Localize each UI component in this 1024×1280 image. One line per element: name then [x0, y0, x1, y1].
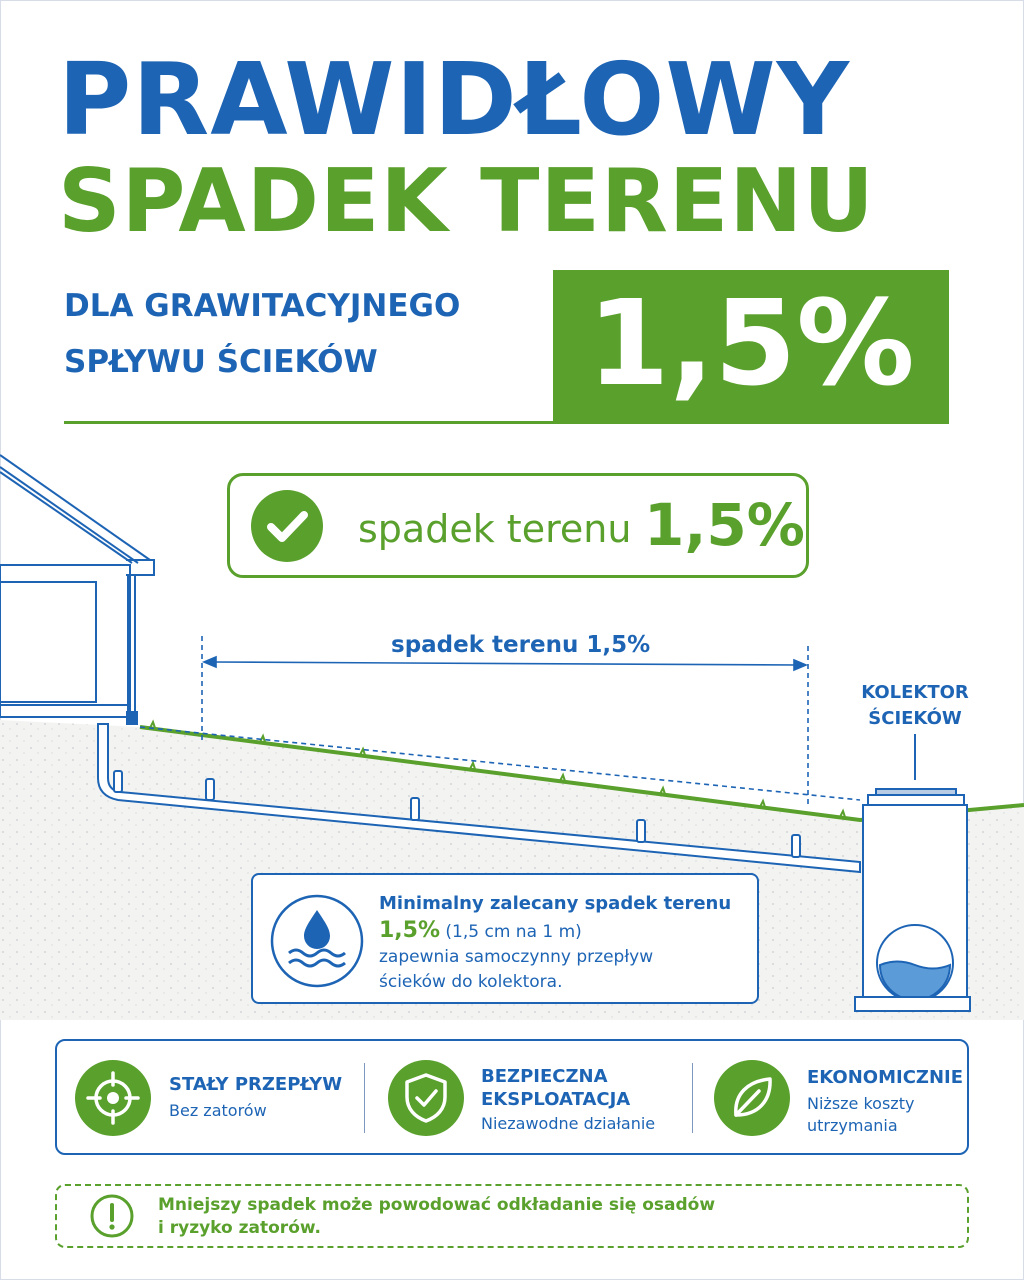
slope-dimension-label: spadek terenu 1,5%	[391, 632, 651, 658]
collector-manhole	[855, 734, 970, 1011]
info-slope-value: 1,5%	[379, 918, 441, 943]
subtitle-line-1: DLA GRAWITACYJNEGO	[64, 288, 461, 324]
shield-check-icon	[388, 1060, 464, 1136]
title-line-1: PRAWIDŁOWY	[58, 41, 851, 158]
warning-text-line-1: Mniejszy spadek może powodować odkładanie się osadów	[158, 1195, 716, 1215]
slope-value-box	[553, 270, 949, 424]
feature-2-subtitle: Niezawodne działanie	[481, 1114, 656, 1133]
feature-2-title-line-2: EKSPLOATACJA	[481, 1089, 631, 1110]
features-panel	[55, 1039, 969, 1155]
header-underline	[64, 421, 554, 424]
info-slope-note: (1,5 cm na 1 m)	[445, 922, 582, 942]
leaf-icon	[714, 1060, 790, 1136]
info-text-line-1: Minimalny zalecany spadek terenu	[379, 893, 732, 914]
info-text-line-4: ścieków do kolektora.	[379, 972, 563, 992]
feature-3-title: EKONOMICZNIE	[807, 1067, 964, 1088]
info-box	[251, 873, 759, 1004]
feature-3-subtitle-line-2: utrzymania	[807, 1116, 898, 1135]
subtitle-line-2: SPŁYWU ŚCIEKÓW	[64, 344, 378, 380]
exclamation-circle-icon	[90, 1194, 134, 1238]
collector-label-line-1: KOLEKTOR	[861, 682, 969, 703]
slope-check-value: 1,5%	[644, 491, 805, 559]
title-line-2: SPADEK TERENU	[58, 150, 875, 252]
collector-label-line-2: ŚCIEKÓW	[868, 708, 962, 729]
warning-text-line-2: i ryzyko zatorów.	[158, 1218, 321, 1238]
feature-3-subtitle-line-1: Niższe koszty	[807, 1094, 915, 1113]
warning-box	[55, 1184, 969, 1248]
slope-check-label: spadek terenu	[358, 507, 632, 551]
feature-1-subtitle: Bez zatorów	[169, 1101, 267, 1120]
info-text-line-3: zapewnia samoczynny przepływ	[379, 947, 654, 967]
feature-1-title: STAŁY PRZEPŁYW	[169, 1074, 343, 1095]
collector-label	[843, 680, 987, 732]
feature-divider-2	[692, 1063, 693, 1133]
feature-divider-1	[364, 1063, 365, 1133]
info-text-line-2	[379, 918, 582, 943]
feature-2-title-line-1: BEZPIECZNA	[481, 1066, 608, 1087]
target-icon	[75, 1060, 151, 1136]
house	[0, 455, 154, 724]
water-drop-icon	[269, 893, 365, 989]
slope-value: 1,5%	[587, 274, 915, 412]
